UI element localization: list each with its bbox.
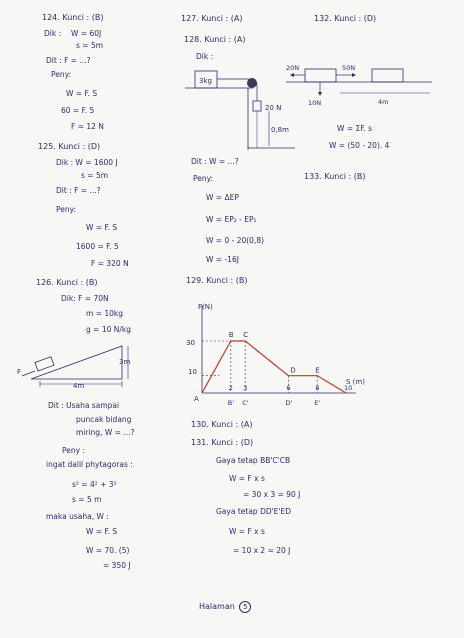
height-label: 0,8m: [271, 126, 289, 134]
q128-dit: Dit : W = ...?: [191, 157, 239, 166]
x-prime-0: B': [227, 399, 235, 407]
incline-width-label: 4m: [73, 382, 85, 390]
q131-title: 131. Kunci : (D): [191, 438, 254, 447]
q124-dik-s: s = 5m: [76, 41, 104, 50]
chart-x-label: S (m): [346, 378, 365, 386]
q130-title: 130. Kunci : (A): [191, 420, 253, 429]
q124-title: 124. Kunci : (B): [42, 13, 104, 22]
q124-step1: W = F. S: [66, 89, 98, 98]
q124-dik-label: Dik :: [44, 29, 62, 38]
q126-dit3: miring, W = ...?: [76, 428, 135, 437]
q131-l3: = 30 x 3 = 90 J: [243, 490, 301, 499]
q126-pyth-intro: ingat dalil phytagoras :: [46, 460, 133, 469]
q126-dit2: puncak bidang: [76, 415, 132, 424]
q126-w2: W = 70. (5): [86, 546, 130, 555]
force-10n-label: 10N: [308, 99, 322, 107]
q128-dik: Dik :: [196, 52, 214, 61]
q132-l2: W = (50 - 20). 4: [329, 141, 390, 150]
pulley-wheel: [247, 78, 257, 88]
incline-f-label: F: [17, 368, 22, 376]
q124-step2: 60 = F. 5: [61, 106, 95, 115]
q125-peny: Peny:: [56, 205, 77, 214]
footer-label: Halaman: [199, 602, 235, 611]
q124-dik-w: W = 60J: [71, 29, 102, 38]
q126-dit1: Dit : Usaha sampai: [48, 401, 120, 410]
point-label-A: A: [194, 395, 199, 403]
q125-dik-s: s = 5m: [81, 171, 109, 180]
weight-label: 20 N: [265, 104, 282, 112]
q124-peny: Peny:: [51, 70, 72, 79]
q132-l1: W = ΣF. s: [337, 124, 372, 133]
distance-4m-label: 4m: [378, 98, 389, 106]
mass-label: 3kg: [199, 77, 212, 85]
q126-pyth2: s = 5 m: [72, 495, 102, 504]
x-tick-3: 3: [243, 384, 248, 392]
force-distance-chart: [180, 293, 370, 413]
q126-title: 126. Kunci : (B): [36, 278, 98, 287]
q124-dit: Dit : F = ...?: [46, 56, 91, 65]
point-label-D: D: [290, 366, 296, 375]
q131-l5: W = F x s: [229, 527, 265, 536]
x-tick-10: 10: [344, 384, 353, 392]
q126-dik-f: Dik: F = 70N: [61, 294, 109, 303]
q131-l4: Gaya tetap DD'E'ED: [216, 507, 291, 516]
q128-s1: W = ΔEP: [206, 193, 239, 202]
q125-step2: 1600 = F. 5: [76, 242, 119, 251]
point-label-E: E: [315, 366, 320, 375]
x-prime-2: D': [285, 399, 293, 407]
q128-s2: W = EP₂ - EP₁: [206, 215, 257, 224]
q124-step3: F = 12 N: [71, 122, 104, 131]
hanging-weight: [253, 101, 261, 111]
q129-title: 129. Kunci : (B): [186, 276, 248, 285]
q128-peny: Peny:: [193, 174, 214, 183]
q125-dik-w: Dik : W = 1600 J: [56, 158, 118, 167]
incline-height-label: 3m: [119, 358, 131, 366]
x-tick-6: 6: [286, 384, 291, 392]
pulley-diagram: [183, 62, 298, 152]
y-tick-10: 10: [188, 368, 197, 376]
page-number: 5: [239, 601, 251, 613]
q131-l1: Gaya tetap BB'C'CB: [216, 456, 291, 465]
q133-title: 133. Kunci : (B): [304, 172, 366, 181]
q126-dik-g: g = 10 N/kg: [86, 325, 131, 334]
q132-title: 132. Kunci : (D): [314, 14, 377, 23]
point-label-B: B: [228, 331, 234, 339]
page-footer: [199, 601, 251, 613]
q125-title: 125. Kunci : (D): [38, 142, 101, 151]
chart-y-label: F(N): [198, 303, 213, 311]
force-line: [202, 341, 346, 393]
q131-l2: W = F x s: [229, 474, 265, 483]
q128-title: 128. Kunci : (A): [184, 35, 246, 44]
q128-s4: W = -16J: [206, 255, 239, 264]
x-tick-8: 8: [315, 384, 320, 392]
y-tick-30: 30: [186, 339, 195, 347]
q126-usaha-intro: maka usaha, W :: [46, 512, 109, 521]
q126-w1: W = F. S: [86, 527, 118, 536]
q126-dik-m: m = 10kg: [86, 309, 124, 318]
q125-dit: Dit : F = ...?: [56, 186, 101, 195]
q126-w3: = 350 J: [103, 561, 131, 570]
q125-step1: W = F. S: [86, 223, 118, 232]
q126-pyth1: s² = 4² + 3²: [72, 480, 117, 489]
x-prime-1: C': [242, 399, 249, 407]
q131-l6: = 10 x 2 = 20 J: [233, 546, 291, 555]
force-50n-label: 50N: [342, 64, 356, 72]
q125-step3: F = 320 N: [91, 259, 129, 268]
incline-diagram: [16, 336, 141, 396]
point-label-C: C: [243, 331, 249, 339]
block-end: [372, 69, 403, 82]
push-pull-diagram: [284, 60, 434, 110]
q127-title: 127. Kunci : (A): [181, 14, 243, 23]
block-shape: [35, 357, 54, 371]
x-tick-2: 2: [228, 384, 233, 392]
block-start: [305, 69, 336, 82]
force-20n-label: 20N: [286, 64, 300, 72]
q126-peny: Peny :: [62, 446, 85, 455]
q128-s3: W = 0 - 20(0,8): [206, 236, 265, 245]
x-prime-3: E': [314, 399, 321, 407]
